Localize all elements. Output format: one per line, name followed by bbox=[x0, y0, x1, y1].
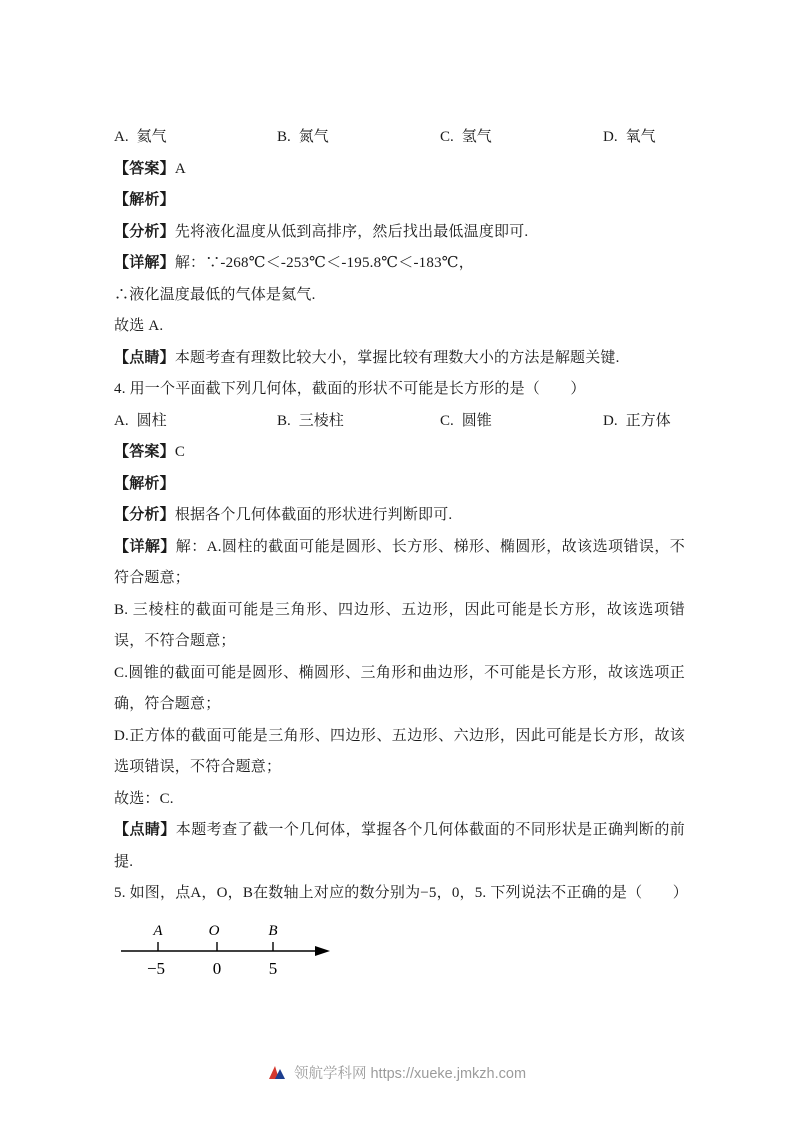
footer bbox=[0, 1062, 793, 1083]
q4-analysis-line bbox=[114, 500, 685, 532]
q5-title: 5. 如图，点A，O，B在数轴上对应的数分别为−5，0，5. 下列说法不正确的是（ ） bbox=[114, 885, 688, 901]
option-letter: B. bbox=[277, 412, 291, 429]
option-text: 氢气 bbox=[461, 129, 492, 145]
point-label-B: B bbox=[268, 922, 278, 939]
analysis-header-tag: 【解析】 bbox=[114, 192, 175, 208]
analysis-text: 先将液化温度从低到高排序，然后找出最低温度即可. bbox=[174, 223, 529, 240]
q3-detail-line bbox=[114, 248, 685, 280]
site-logo-icon bbox=[267, 1063, 287, 1083]
q4-detail-line-c: C.圆锥的截面可能是圆形、椭圆形、三角形和曲边形，不可能是长方形，故该选项正确，符合题意； bbox=[114, 664, 685, 712]
comment-text: 本题考查了截一个几何体，掌握各个几何体截面的不同形状是正确判断的前提. bbox=[114, 822, 685, 870]
q3-comment-line bbox=[114, 343, 685, 375]
analysis-tag: 【分析】 bbox=[114, 223, 175, 240]
option-text: 氦气 bbox=[136, 129, 167, 145]
q4-conclusion-line: 故选：C. bbox=[114, 790, 174, 807]
number-line-svg bbox=[118, 918, 336, 980]
value-label-five: 5 bbox=[268, 958, 278, 978]
number-line-figure bbox=[118, 918, 685, 985]
axis-arrowhead-icon bbox=[315, 946, 330, 956]
option-letter: A. bbox=[114, 412, 129, 429]
q3-analysis-header bbox=[114, 185, 685, 217]
analysis-text: 根据各个几何体截面的形状进行判断即可. bbox=[174, 507, 453, 523]
option-text: 圆柱 bbox=[136, 412, 167, 429]
q4-detail-line-b: B. 三棱柱的截面可能是三角形、四边形、五边形，因此可能是长方形，故该选项错误，不符合题意； bbox=[114, 601, 685, 649]
comment-text: 本题考查有理数比较大小，掌握比较有理数大小的方法是解题关键. bbox=[174, 349, 620, 366]
q3-conclusion-line: 故选 A. bbox=[114, 318, 164, 334]
point-label-A: A bbox=[153, 922, 163, 939]
q4-analysis-header bbox=[114, 469, 685, 501]
q4-options-row bbox=[114, 406, 685, 438]
value-label-zero: 0 bbox=[212, 958, 222, 978]
q3-answer-line bbox=[114, 154, 685, 186]
option-letter: D. bbox=[603, 412, 618, 429]
option-letter: B. bbox=[277, 129, 291, 145]
option-text: 三棱柱 bbox=[298, 412, 344, 429]
option-text: 正方体 bbox=[625, 412, 671, 429]
q4-option-c bbox=[440, 406, 603, 438]
q3-option-c bbox=[440, 122, 603, 154]
option-letter: C. bbox=[440, 129, 454, 145]
answer-tag: 【答案】 bbox=[114, 444, 175, 460]
q3-options-row bbox=[114, 122, 685, 154]
answer-value: A bbox=[174, 160, 186, 177]
q4-title: 4. 用一个平面截下列几何体，截面的形状不可能是长方形的是（ ） bbox=[114, 381, 586, 397]
footer-text: 领航学科网 https://xueke.jmkzh.com bbox=[293, 1066, 527, 1082]
detail-tag: 【详解】 bbox=[114, 255, 175, 271]
q4-option-b bbox=[277, 406, 440, 438]
detail-text: 解：A.圆柱的截面可能是圆形、长方形、梯形、椭圆形，故该选项错误，不符合题意； bbox=[114, 538, 685, 586]
answer-value: C bbox=[174, 444, 186, 460]
q3-detail-line-2: ∴液化温度最低的气体是氦气. bbox=[114, 286, 316, 303]
q4-option-d bbox=[603, 406, 685, 438]
value-label-minus5: −5 bbox=[146, 958, 166, 978]
detail-tag: 【详解】 bbox=[114, 538, 176, 555]
q3-option-b bbox=[277, 122, 440, 154]
comment-tag: 【点睛】 bbox=[114, 822, 176, 838]
q3-analysis-line bbox=[114, 217, 685, 249]
detail-text: 解：∵-268℃＜-253℃＜-195.8℃＜-183℃， bbox=[174, 255, 474, 271]
option-text: 圆锥 bbox=[461, 412, 492, 429]
option-text: 氧气 bbox=[625, 129, 656, 145]
q4-comment-line bbox=[114, 815, 685, 878]
q4-answer-line bbox=[114, 437, 685, 469]
q3-option-a bbox=[114, 122, 277, 154]
q4-detail-line-d: D.正方体的截面可能是三角形、四边形、五边形、六边形，因此可能是长方形，故该选项错误，不符合题意； bbox=[114, 727, 685, 775]
q3-option-d bbox=[603, 122, 685, 154]
option-letter: D. bbox=[603, 129, 618, 145]
answer-tag: 【答案】 bbox=[114, 160, 175, 177]
option-letter: A. bbox=[114, 129, 129, 145]
point-label-O: O bbox=[208, 922, 220, 939]
comment-tag: 【点睛】 bbox=[114, 349, 175, 366]
analysis-tag: 【分析】 bbox=[114, 507, 175, 523]
option-text: 氮气 bbox=[298, 129, 329, 145]
q4-option-a bbox=[114, 406, 277, 438]
analysis-header-tag: 【解析】 bbox=[114, 475, 175, 492]
option-letter: C. bbox=[440, 412, 454, 429]
q4-detail-line-a bbox=[114, 532, 685, 595]
